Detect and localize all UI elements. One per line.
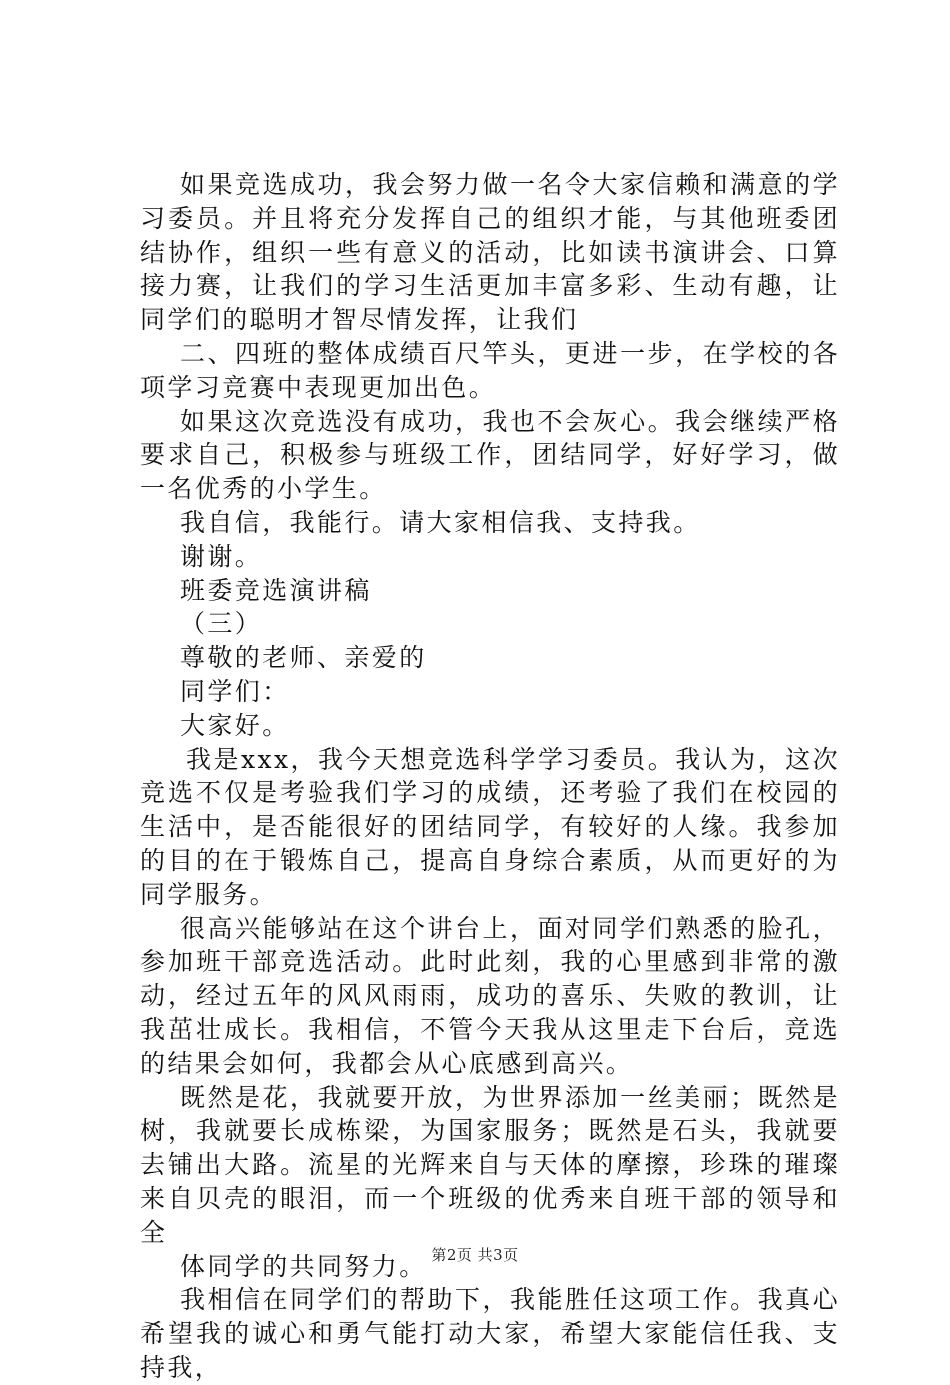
paragraph: 很高兴能够站在这个讲台上，面对同学们熟悉的脸孔，参加班干部竞选活动。此时此刻，我的心里感到非常的激动，经过五年的风风雨雨，成功的喜乐、失败的教训，让我茁壮成长。我相信，不管今天我从这里走下台后，竞选的结果会如何，我都会从心底感到高兴。 bbox=[140, 913, 840, 1078]
paragraph: 如果竞选成功，我会努力做一名令大家信赖和满意的学习委员。并且将充分发挥自己的组织才能，与其他班委团结协作，组织一些有意义的活动，比如读书演讲会、口算接力赛，让我们的学习生活更加丰富多彩、生动有趣，让同学们的聪明才智尽情发挥，让我们 bbox=[140, 170, 840, 335]
section-number: （三） bbox=[180, 609, 263, 639]
paragraph: 我自信，我能行。请大家相信我、支持我。 bbox=[180, 507, 701, 537]
section-title: 班委竞选演讲稿 bbox=[180, 575, 372, 605]
paragraph: 我相信在同学们的帮助下，我能胜任这项工作。我真心希望我的诚心和勇气能打动大家，希望大家能信任我、支持我， bbox=[140, 1285, 840, 1382]
salutation: 尊敬的老师、亲爱的 bbox=[180, 643, 427, 673]
paragraph: 谢谢。 bbox=[180, 541, 263, 571]
paragraph: 如果这次竞选没有成功，我也不会灰心。我会继续严格要求自己，积极参与班级工作，团结同学，好好学习，做一名优秀的小学生。 bbox=[140, 406, 840, 504]
greeting: 大家好。 bbox=[180, 710, 290, 740]
page-footer bbox=[0, 1244, 950, 1265]
paragraph: 体同学的共同努力。 bbox=[180, 1251, 427, 1281]
page-number: 第2页 共3页 bbox=[431, 1246, 519, 1264]
salutation: 同学们： bbox=[180, 676, 290, 706]
paragraph: 我是xxx，我今天想竞选科学学习委员。我认为，这次竞选不仅是考验我们学习的成绩，还考验了我们在校园的生活中，是否能很好的团结同学，有较好的人缘。我参加的目的在于锻炼自己，提高自身综合素质，从而更好的为同学服务。 bbox=[140, 744, 840, 909]
document-body bbox=[140, 168, 840, 1385]
paragraph: 既然是花，我就要开放，为世界添加一丝美丽；既然是树，我就要长成栋梁，为国家服务；既然是石头，我就要去铺出大路。流星的光辉来自与天体的摩擦，珍珠的璀璨来自贝壳的眼泪，而一个班级的优秀来自班干部的领导和全 bbox=[140, 1082, 840, 1247]
paragraph: 二、四班的整体成绩百尺竿头，更进一步，在学校的各项学习竞赛中表现更加出色。 bbox=[140, 338, 840, 402]
